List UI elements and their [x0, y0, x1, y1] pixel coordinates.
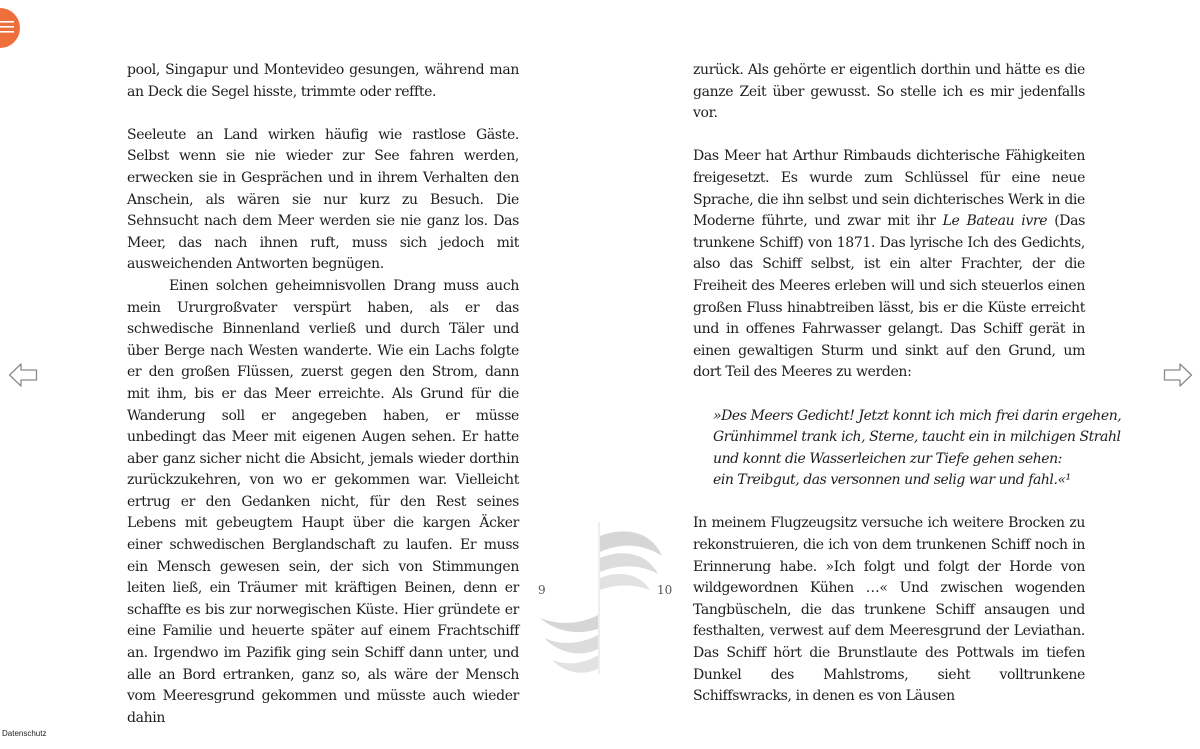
right-paragraph-2-end: (Das trunkene Schiff) von 1871. Das lyrische Ich des Gedichts, also das Schiff selbst, ist ein alter Frachter, der die Freiheit des Meeres erleben will und sich steuerlos einen großen Fluss hinabtreiben lässt, bis er die Küste erreicht und in offenes Fahrwasser gelangt. Das Schiff gerät in einen gewaltigen Sturm und sinkt auf den Grund, um dort Teil des Meeres zu werden: — [693, 213, 1086, 381]
page-number-left: 9 — [538, 583, 546, 597]
menu-button[interactable] — [0, 8, 20, 48]
left-paragraph-3: Einen solchen geheimnisvollen Drang muss auch mein Ururgroßvater verspürt haben, als er das schwedische Binnenland verließ und durch Täler und über Berge nach Westen wanderte. Wie ein Lachs folgte er den großen Flüssen, zuerst gegen den Strom, dann mit ihm, bis er das Meer erreichte. Als Grund für die Wanderung soll er angegeben haben, er müsse unbedingt das Meer mit eigenen Augen sehen. Er hatte aber ganz sicher nicht die Absicht, jemals wieder dorthin zurückzukehren, von wo er gekommen war. Vielleicht ertrug er den Gedanken nicht, für den Rest seines Lebens mit gebeugtem Haupt über die kargen Äcker einer schwedischen Berglandschaft zu laufen. Er muss ein Mensch gewesen sein, der sich von Stimmungen leiten ließ, ein Träumer mit kräftigen Beinen, denn er schaffte es bis zur norwegischen Küste. Hier gründete er eine Familie und heuerte später auf einem Frachtschiff an. Irgendwo im Pazifik ging sein Schiff dann unter, und alle an Bord ertranken, ganz so, als wäre der Mensch vom Meeresgrund gekommen und müsste auch wieder dahin — [127, 277, 519, 726]
left-paragraph-2: Seeleute an Land wirken häufig wie rastlose Gäste. Selbst wenn sie nie wieder zur See fahren werden, erwecken sie in Gesprächen und in ihrem Verhalten den Anschein, als wären sie nur kurz zu Besuch. Die Sehnsucht nach dem Meer werden sie nie ganz los. Das Meer, das nach ihnen ruft, muss sich jedoch mit ausweichenden Antworten begnügen. — [127, 126, 519, 273]
poem-title: Le Bateau ivre — [942, 213, 1048, 230]
quote-line-1: »Des Meers Gedicht! Jetzt konnt ich mich frei darin ergehen, — [713, 407, 1122, 424]
previous-page-button[interactable] — [8, 362, 38, 388]
next-page-button[interactable] — [1163, 362, 1193, 388]
quote-line-3: und konnt die Wasserleichen zur Tiefe gehen sehen: — [713, 450, 1062, 467]
quote-line-4: ein Treibgut, das versonnen und selig war und fahl.«¹ — [713, 472, 1071, 489]
right-paragraph-2 — [693, 146, 1085, 384]
publisher-logo-icon — [536, 518, 666, 678]
arrow-right-icon — [1163, 362, 1193, 388]
right-paragraph-3: In meinem Flugzeugsitz versuche ich weitere Brocken zu rekonstruieren, die ich von dem trunkenen Schiff noch in Erinnerung habe. »Ich folgt und folgt der Horde von wildgewordnen Kühen …« Und zwischen wogenden Tangbüscheln, die das trunkene Schiff ansaugen und festhalten, verwest auf dem Meeresgrund der Leviathan. Das Schiff hört die Brunstlaute des Pottwals im tiefen Dunkel des Mahlstroms, sieht volltrunkene Schiffswracks, in denen es von Läusen — [693, 515, 1085, 705]
hamburger-icon — [0, 20, 14, 34]
right-page — [693, 60, 1122, 708]
right-paragraph-1: zurück. Als gehörte er eigentlich dorthin und hätte es die ganze Zeit über gewusst. So stelle ich es mir jedenfalls vor. — [693, 62, 1085, 122]
poem-quote — [713, 406, 1122, 492]
page-number-right: 10 — [657, 583, 673, 597]
left-page — [127, 60, 519, 729]
right-paragraph-2-start: Das Meer hat Arthur Rimbauds dichterische Fähigkeiten freigesetzt. Es wurde zum Schlüssel für eine neue Sprache, die ihn selbst und sein dichterisches Werk in die Moderne führte, und zwar mit ihr — [693, 148, 1085, 230]
quote-line-2: Grünhimmel trank ich, Sterne, taucht ein in milchigen Strahl — [713, 429, 1121, 446]
privacy-link[interactable]: Datenschutz — [2, 729, 47, 738]
arrow-left-icon — [8, 362, 38, 388]
left-paragraph-1: pool, Singapur und Montevideo gesungen, während man an Deck die Segel hisste, trimmte oder reffte. — [127, 62, 519, 100]
